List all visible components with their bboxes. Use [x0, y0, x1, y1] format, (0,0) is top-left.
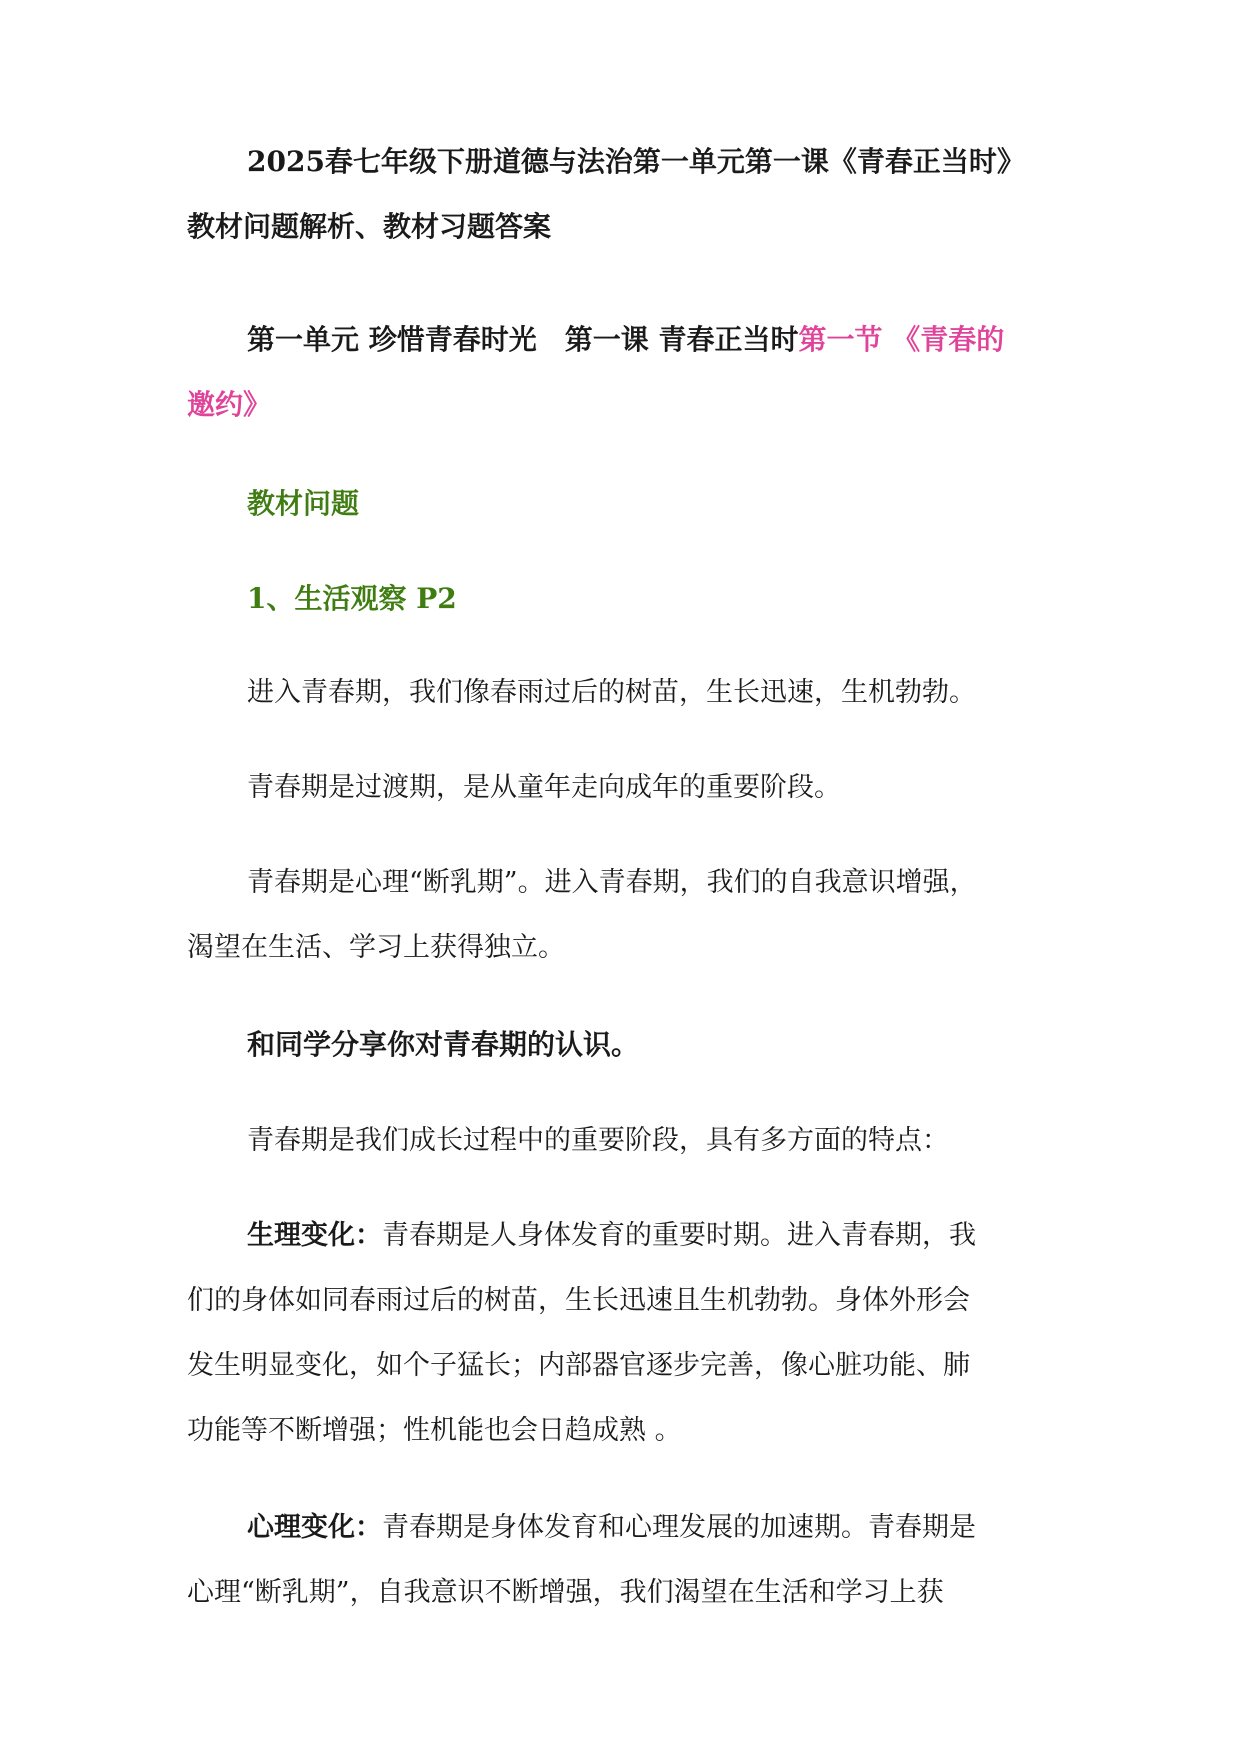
paragraph-5-text-1: 青春期是人身体发育的重要时期。进入青春期，我 — [382, 1220, 976, 1251]
paragraph-5-text-4: 功能等不断增强；性机能也会日趋成熟 。 — [187, 1415, 682, 1446]
section-heading — [247, 482, 359, 522]
document-title-line2 — [187, 205, 551, 245]
paragraph-6-line1 — [247, 1505, 976, 1544]
unit-heading-text: 第一单元 珍惜青春时光 第一课 青春正当时 — [247, 323, 799, 356]
paragraph-5-line3 — [187, 1343, 970, 1382]
paragraph-2-text: 青春期是过渡期，是从童年走向成年的重要阶段。 — [247, 772, 841, 803]
section-name-text-1: 第一节 《青春的 — [798, 323, 1005, 356]
paragraph-4 — [247, 1118, 949, 1157]
section-heading-text: 教材问题 — [247, 487, 360, 520]
item-heading — [247, 577, 457, 617]
paragraph-6-text-2: 心理“断乳期”，自我意识不断增强，我们渴望在生活和学习上获 — [187, 1577, 944, 1608]
paragraph-3-text-2: 渴望在生活、学习上获得独立。 — [187, 932, 565, 963]
paragraph-3-line2 — [187, 925, 565, 964]
question-heading — [247, 1023, 639, 1063]
paragraph-5-text-3: 发生明显变化，如个子猛长；内部器官逐步完善，像心脏功能、肺 — [187, 1350, 970, 1381]
item-heading-text: 1、生活观察 P2 — [247, 582, 457, 615]
document-title-line1 — [247, 140, 1025, 180]
paragraph-5-text-2: 们的身体如同春雨过后的树苗，生长迅速且生机勃勃。身体外形会 — [187, 1285, 970, 1316]
paragraph-1-text: 进入青春期，我们像春雨过后的树苗，生长迅速，生机勃勃。 — [247, 677, 976, 708]
unit-heading-line2 — [187, 383, 271, 423]
paragraph-6-text-1: 青春期是身体发育和心理发展的加速期。青春期是 — [382, 1512, 976, 1543]
title-text-1: 2025春七年级下册道德与法治第一单元第一课《青春正当时》 — [247, 145, 1025, 178]
paragraph-5-line2 — [187, 1278, 970, 1317]
paragraph-3-text-1: 青春期是心理“断乳期”。进入青春期，我们的自我意识增强， — [247, 867, 977, 898]
paragraph-6-line2 — [187, 1570, 944, 1609]
question-text: 和同学分享你对青春期的认识。 — [247, 1028, 640, 1061]
paragraph-5-line1 — [247, 1213, 976, 1252]
physiological-label: 生理变化： — [247, 1220, 382, 1251]
paragraph-1 — [247, 670, 976, 709]
section-name-text-2: 邀约》 — [187, 388, 272, 421]
psychological-label: 心理变化： — [247, 1512, 382, 1543]
title-text-2: 教材问题解析、教材习题答案 — [187, 210, 552, 243]
paragraph-5-line4 — [187, 1408, 682, 1447]
paragraph-3-line1 — [247, 860, 977, 899]
paragraph-2 — [247, 765, 841, 804]
paragraph-4-text: 青春期是我们成长过程中的重要阶段，具有多方面的特点： — [247, 1125, 949, 1156]
unit-heading-line1 — [247, 318, 1004, 358]
